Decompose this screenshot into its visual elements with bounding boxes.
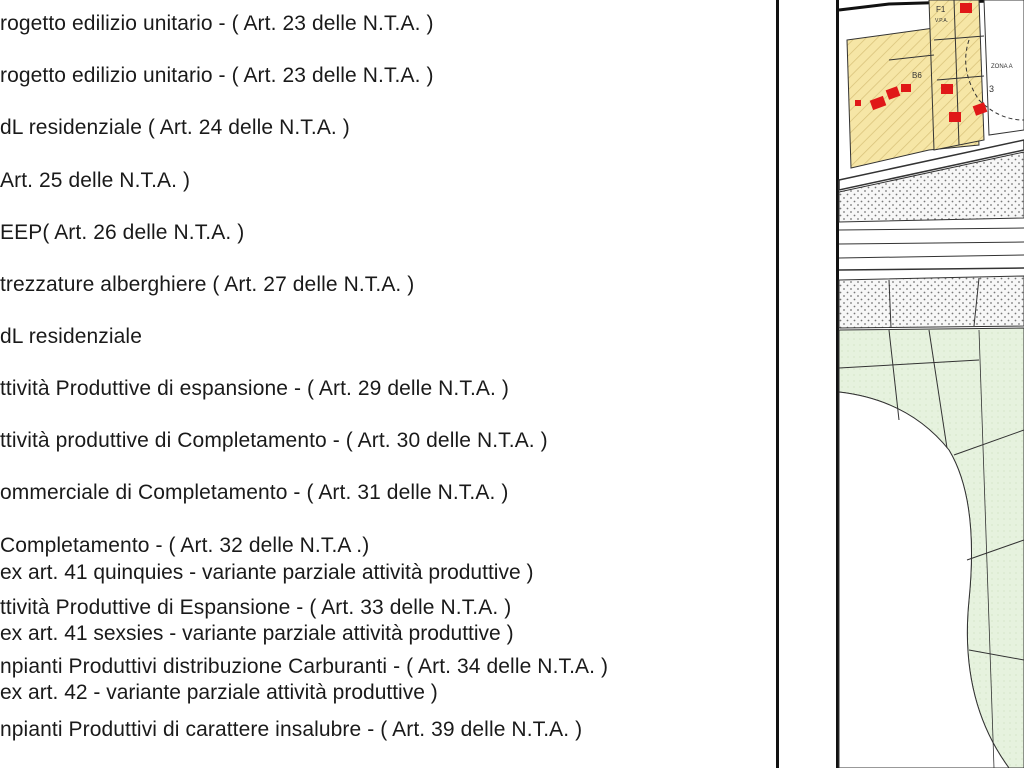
legend-item: Completamento - ( Art. 32 delle N.T.A .) <box>0 534 370 557</box>
legend-item: ommerciale di Completamento - ( Art. 31 delle N.T.A. ) <box>0 481 509 504</box>
map-label: B6 <box>912 71 922 80</box>
map-label: F1 <box>936 5 946 14</box>
building <box>855 100 861 106</box>
building <box>941 84 953 94</box>
legend-item: ttività Produttive di Espansione - ( Art. 33 delle N.T.A. ) <box>0 596 512 619</box>
legend-item: rogetto edilizio unitario - ( Art. 23 delle N.T.A. ) <box>0 12 434 35</box>
legend-item: EEP( Art. 26 delle N.T.A. ) <box>0 221 245 244</box>
legend-item: ttività produttive di Completamento - ( Art. 30 delle N.T.A. ) <box>0 429 548 452</box>
legend-item: Art. 25 delle N.T.A. ) <box>0 169 191 192</box>
zoning-map-drawing <box>779 0 1024 768</box>
legend-item: dL residenziale <box>0 325 142 348</box>
building <box>901 84 911 92</box>
legend-subitem: ex art. 41 sexsies - variante parziale attività produttive ) <box>0 622 514 645</box>
dotted-zone <box>839 276 1024 328</box>
building <box>960 3 972 13</box>
legend-item: npianti Produttivi distribuzione Carburanti - ( Art. 34 delle N.T.A. ) <box>0 655 609 678</box>
map-label: ZONA A <box>991 64 1013 70</box>
map-label: V.P.A. <box>935 18 949 24</box>
legend-item: ttività Produttive di espansione - ( Art. 29 delle N.T.A. ) <box>0 377 509 400</box>
legend-subitem: ex art. 41 quinquies - variante parziale attività produttive ) <box>0 561 534 584</box>
legend-item: trezzature alberghiere ( Art. 27 delle N.T.A. ) <box>0 273 415 296</box>
map-label: 3 <box>989 84 995 94</box>
legend-subitem: ex art. 42 - variante parziale attività produttive ) <box>0 681 438 704</box>
building <box>949 112 961 122</box>
legend-item: npianti Produttivi di carattere insalubre - ( Art. 39 delle N.T.A. ) <box>0 718 583 741</box>
legend-item: dL residenziale ( Art. 24 delle N.T.A. ) <box>0 116 350 139</box>
legend-item: rogetto edilizio unitario - ( Art. 23 delle N.T.A. ) <box>0 64 434 87</box>
zoning-map <box>779 0 1024 768</box>
